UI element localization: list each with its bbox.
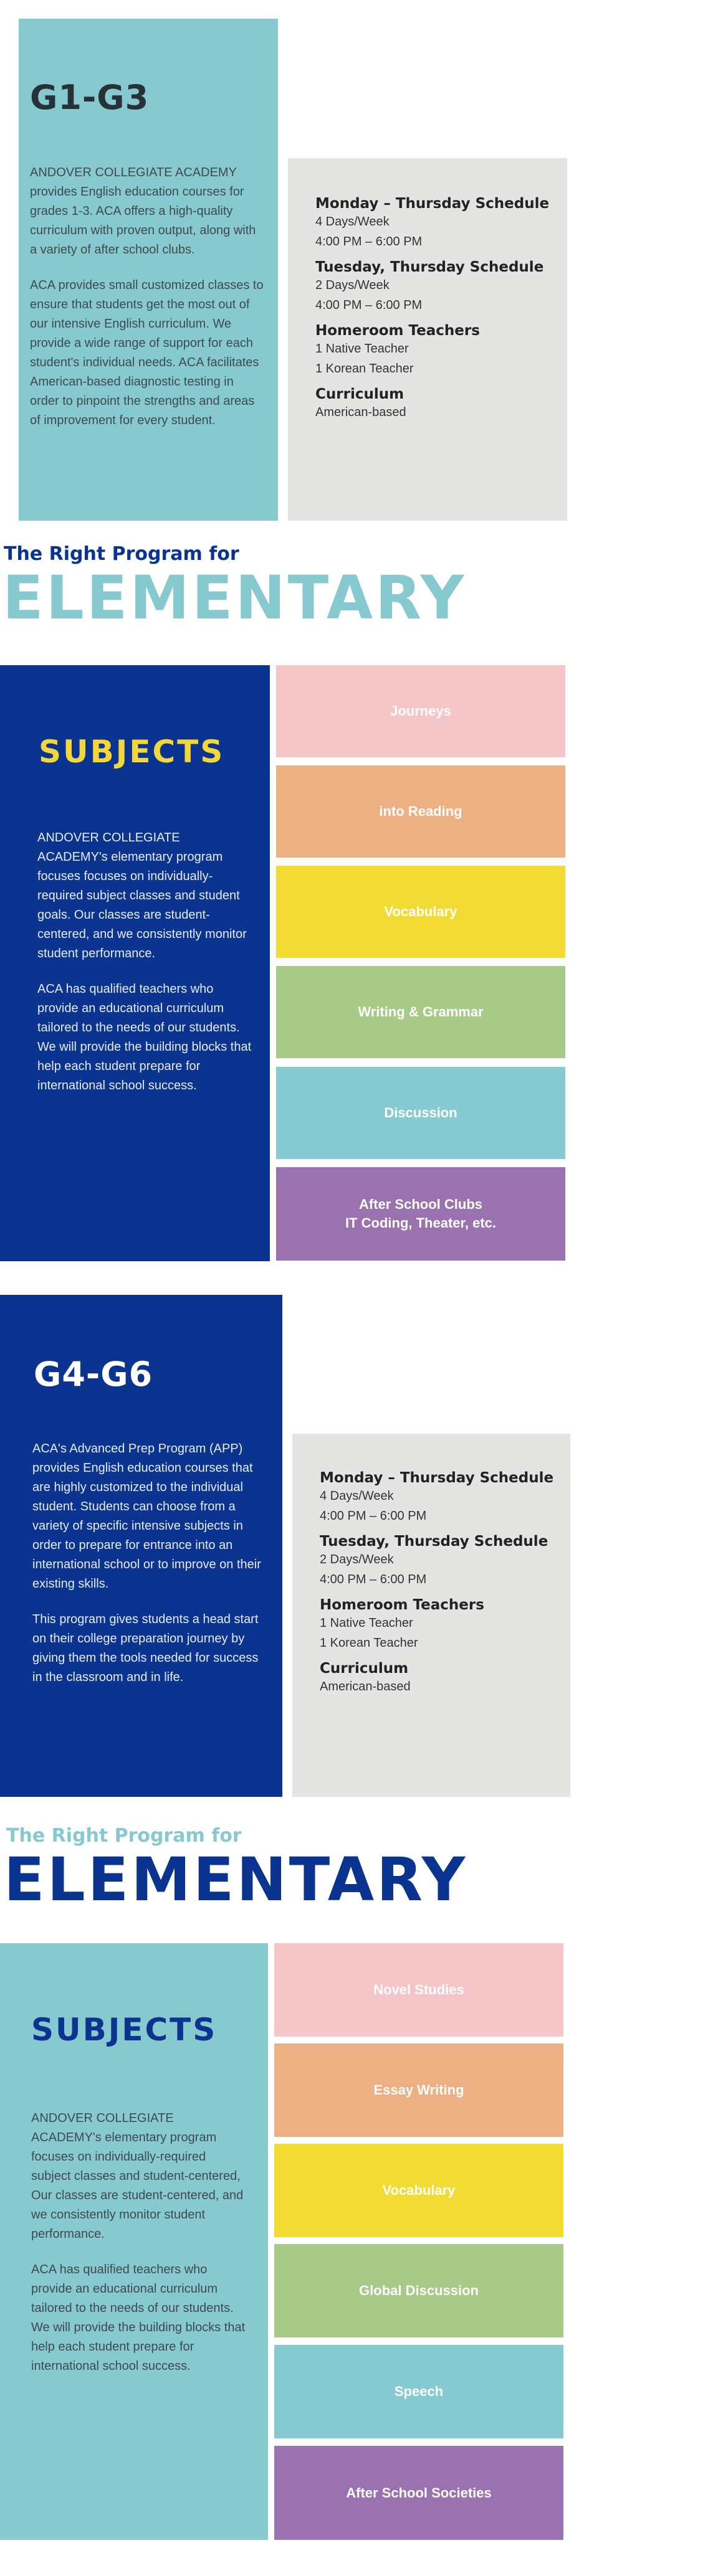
schedule-heading: Homeroom Teachers — [320, 1597, 484, 1613]
g4-g6-title: G4-G6 — [34, 1355, 153, 1394]
schedule-item — [315, 323, 567, 379]
schedule-heading: Curriculum — [320, 1660, 409, 1677]
schedule-line: 2 Days/Week — [315, 278, 390, 292]
subjects2-para-2: ACA has qualified teachers who provide an educational curriculum tailored to the needs of our students. We will provide the building blocks that help each student prepare for international school success. — [31, 2263, 246, 2373]
g1-g3-schedule-card — [288, 158, 567, 521]
schedule-line: 4:00 PM – 6:00 PM — [320, 1509, 427, 1523]
schedule-line: 1 Korean Teacher — [315, 362, 414, 376]
subjects-para-1: ANDOVER COLLEGIATE ACADEMY's elementary program focuses focuses on individually-required subject classes and student goals. Our classes are student-centered, and we consistently monitor student performance. — [37, 831, 247, 960]
schedule-item — [315, 386, 567, 422]
g1-g3-title: G1-G3 — [30, 78, 150, 117]
schedule-item — [320, 1533, 570, 1589]
subjects-title-1: SUBJECTS — [39, 734, 225, 770]
schedule-line: 4:00 PM – 6:00 PM — [315, 298, 423, 312]
schedule-heading: Homeroom Teachers — [315, 323, 480, 339]
subject-tile: Vocabulary — [276, 866, 565, 958]
schedule-item — [315, 196, 567, 252]
schedule-line: 4 Days/Week — [315, 215, 390, 229]
schedule-line: 4 Days/Week — [320, 1489, 394, 1503]
schedule-heading: Monday – Thursday Schedule — [320, 1470, 554, 1486]
subjects-para-2: ACA has qualified teachers who provide an educational curriculum tailored to the needs of our students. We will provide the building blocks that help each student prepare for international school success. — [37, 982, 252, 1092]
elementary-title-2: ELEMENTARY — [4, 1845, 468, 1915]
elementary-title-1: ELEMENTARY — [2, 563, 467, 633]
g1-g3-para-2: ACA provides small customized classes to ensure that students get the most out of our intensive English curriculum. We provide a wide range of support for each student's individual needs. ACA facilitates American-based diagnostic testing in order to pinpoint the strengths and areas of improvement for every student. — [30, 278, 264, 427]
g1-g3-panel — [19, 19, 278, 521]
tile-line: After School Clubs — [358, 1196, 482, 1212]
g4-g6-para-2: This program gives students a head start on their college preparation journey by giving them the tools needed for success in the classroom and in life. — [32, 1612, 259, 1684]
subjects-panel-1 — [0, 665, 270, 1261]
subject-tile: After School Societies — [274, 2446, 563, 2540]
subject-tile: Writing & Grammar — [276, 966, 565, 1058]
g4-g6-description — [32, 1439, 263, 1703]
subject-tile-after-school — [276, 1167, 565, 1261]
subject-tile: Speech — [274, 2345, 563, 2438]
schedule-heading: Curriculum — [315, 386, 404, 402]
program-tagline-1: The Right Program for — [4, 543, 239, 565]
g1-g3-para-1: ANDOVER COLLEGIATE ACADEMY provides English education courses for grades 1-3. ACA offers a high-quality curriculum with proven output, along with a variety of after school clubs. — [30, 166, 256, 257]
schedule-item — [320, 1660, 570, 1697]
subject-tile: Global Discussion — [274, 2244, 563, 2337]
subjects-title-2: SUBJECTS — [31, 2012, 218, 2048]
schedule-heading: Tuesday, Thursday Schedule — [320, 1533, 548, 1550]
g4-g6-panel — [0, 1295, 282, 1797]
subjects-panel-2 — [0, 1943, 268, 2540]
subjects-description-1 — [37, 828, 252, 1112]
subject-tile: Discussion — [276, 1067, 565, 1159]
tile-line: IT Coding, Theater, etc. — [345, 1215, 497, 1231]
schedule-heading: Tuesday, Thursday Schedule — [315, 259, 544, 275]
schedule-line: 1 Native Teacher — [320, 1616, 413, 1630]
subject-tile: Journeys — [276, 665, 565, 757]
schedule-line: 1 Native Teacher — [315, 342, 409, 356]
schedule-item — [315, 259, 567, 315]
schedule-line: 4:00 PM – 6:00 PM — [320, 1573, 427, 1586]
program-tagline-2: The Right Program for — [6, 1825, 242, 1847]
schedule-line: 2 Days/Week — [320, 1553, 394, 1566]
subject-tile: Essay Writing — [274, 2043, 563, 2137]
schedule-line: 1 Korean Teacher — [320, 1636, 418, 1650]
schedule-item — [320, 1470, 570, 1526]
g1-g3-description — [30, 163, 264, 447]
g4-g6-schedule-card — [292, 1434, 570, 1797]
schedule-line: 4:00 PM – 6:00 PM — [315, 235, 423, 249]
g4-g6-para-1: ACA's Advanced Prep Program (APP) provides English education courses that are highly customized to the individual student. Students can choose from a variety of specific intensive subjects in order to prepare for entrance into an international school or to improve on their existing skills. — [32, 1442, 261, 1591]
subject-tile: Vocabulary — [274, 2144, 563, 2237]
subject-tile: into Reading — [276, 765, 565, 858]
schedule-item — [320, 1597, 570, 1653]
schedule-heading: Monday – Thursday Schedule — [315, 196, 550, 212]
schedule-line: American-based — [315, 405, 406, 419]
subjects-description-2 — [31, 2109, 246, 2392]
subjects2-para-1: ANDOVER COLLEGIATE ACADEMY's elementary program focuses on individually-required subject classes and student-centered, Our classes are student-centered, and we consistently monitor student performance. — [31, 2111, 244, 2241]
schedule-line: American-based — [320, 1680, 411, 1693]
subject-tile: Novel Studies — [274, 1943, 563, 2037]
